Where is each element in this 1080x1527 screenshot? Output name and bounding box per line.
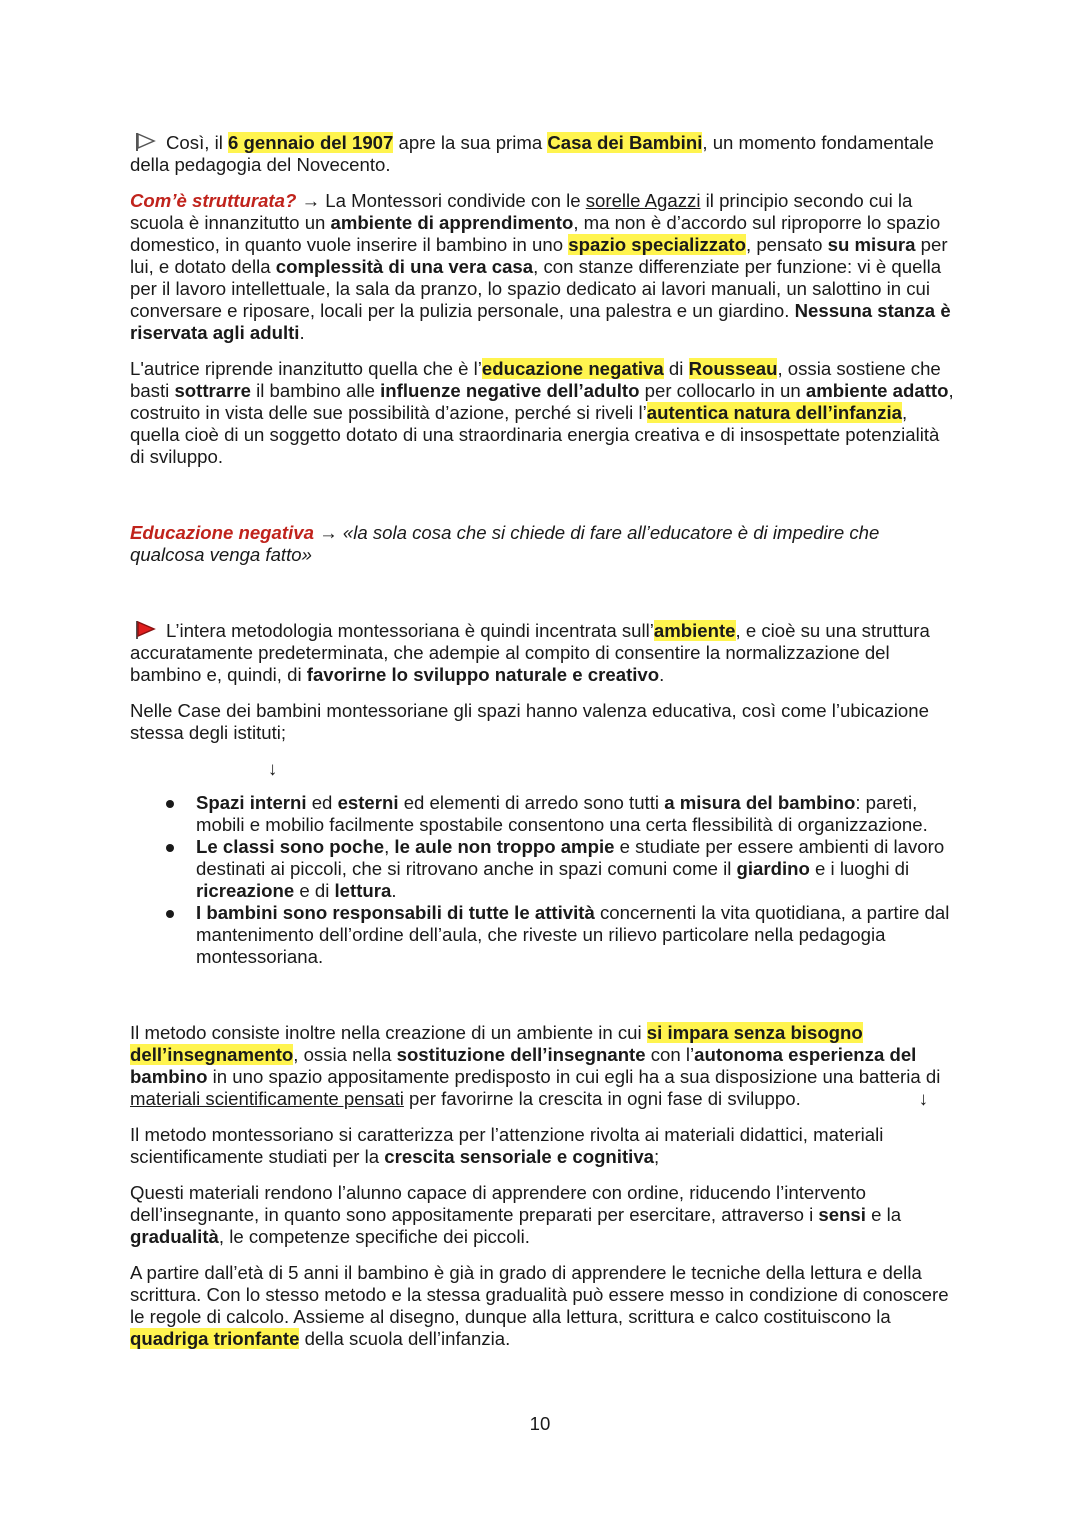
text-run: Rousseau xyxy=(688,358,778,379)
text-run: ; xyxy=(654,1146,660,1167)
text-run: A partire dall’età di 5 anni il bambino è già in grado di apprendere le tecniche della lettura e della scrittura. Con lo stesso metodo e la stessa gradualità può essere messo in condizione di conoscere le regole di calcolo. Assieme al disegno, dunque alla lettura, scrittura e calco costituiscono la xyxy=(130,1262,949,1327)
text-run: Il metodo montessoriano si caratterizza per l’attenzione rivolta ai materiali didattici, materiali scientificamente studiati per la xyxy=(130,1124,884,1167)
spacer xyxy=(130,482,955,522)
text-run: autonoma esperienza del bambino xyxy=(130,1044,917,1087)
text-run: Le classi sono poche xyxy=(196,836,385,857)
text-run: . xyxy=(659,664,665,685)
text-run: favorirne lo sviluppo naturale e creativo xyxy=(306,664,660,685)
spacer xyxy=(130,982,955,1022)
down-arrow xyxy=(130,758,955,780)
down-arrow: ↓ xyxy=(918,1088,929,1109)
text-run: gradualità xyxy=(130,1226,219,1247)
text-run: ricreazione xyxy=(196,880,295,901)
text-run: ed elementi di arredo sono tutti xyxy=(398,792,665,813)
text-run: per lui, e dotato della xyxy=(130,234,948,277)
text-run: , e cioè su una struttura accuratamente predeterminata, che adempie al compito di consentire la normalizzazione del bambino e, quindi, di xyxy=(130,620,930,685)
text-run: sensi xyxy=(818,1204,866,1225)
bullet-list xyxy=(130,792,955,968)
text-run: autentica natura dell’infanzia xyxy=(646,402,902,423)
p-metodologia xyxy=(130,620,955,686)
text-run: ambiente di apprendimento xyxy=(330,212,574,233)
text-run: e i luoghi di xyxy=(809,858,910,879)
text-run: sottrarre xyxy=(174,380,251,401)
text-run: Spazi interni xyxy=(196,792,307,813)
text-run: , le competenze specifiche dei piccoli. xyxy=(218,1226,530,1247)
text-run: complessità di una vera casa xyxy=(275,256,534,277)
paragraphs-bottom xyxy=(130,982,955,1350)
text-run: ambiente xyxy=(653,620,736,641)
p-struttura xyxy=(130,190,955,344)
text-run: con l’ xyxy=(645,1044,695,1065)
text-run: Questi materiali rendono l’alunno capace di apprendere con ordine, riducendo l’intervento dell’insegnante, in quanto sono appositamente preparati per esercitare, attraverso i xyxy=(130,1182,866,1225)
p-intro xyxy=(130,132,955,176)
text-run: della scuola dell’infanzia. xyxy=(299,1328,511,1349)
text-run: , un momento fondamentale della pedagogia del Novecento. xyxy=(130,132,934,175)
list-item xyxy=(130,902,955,968)
text-run: giardino xyxy=(736,858,810,879)
p-eta xyxy=(130,1262,955,1350)
text-run: esterni xyxy=(337,792,399,813)
text-run: I bambini sono responsabili di tutte le attività xyxy=(196,902,595,923)
text-run: , xyxy=(384,836,395,857)
text-run: lettura xyxy=(334,880,392,901)
p-metodo xyxy=(130,1022,955,1110)
text-run: di xyxy=(663,358,689,379)
list-item xyxy=(130,836,955,902)
text-run: , ossia sostiene che basti xyxy=(130,358,941,401)
text-run: L'autrice riprende inanzitutto quella che è l’ xyxy=(130,358,482,379)
text-run: 6 gennaio del 1907 xyxy=(228,132,394,153)
text-run: si impara senza bisogno dell’insegnamento xyxy=(130,1022,863,1065)
list-item xyxy=(130,792,955,836)
text-run: a misura del bambino xyxy=(664,792,856,813)
text-run: → xyxy=(296,190,326,211)
text-run: La Montessori condivide con le xyxy=(325,190,586,211)
text-run: crescita sensoriale e cognitiva xyxy=(384,1146,654,1167)
text-run: Così, il xyxy=(166,132,228,153)
text-run: «la sola cosa che si chiede di fare all’educatore è di impedire che qualcosa venga fatto» xyxy=(130,522,880,565)
document-page xyxy=(130,132,955,1364)
text-run: educazione negativa xyxy=(481,358,664,379)
p-rousseau xyxy=(130,358,955,468)
text-run: Nessuna stanza è riservata agli adulti xyxy=(130,300,951,343)
text-run: su misura xyxy=(827,234,916,255)
text-run: Il metodo consiste inoltre nella creazione di un ambiente in cui xyxy=(130,1022,647,1043)
text-run: e di xyxy=(294,880,335,901)
p-materiali xyxy=(130,1124,955,1168)
text-run: sostituzione dell’insegnante xyxy=(396,1044,646,1065)
paragraphs-top xyxy=(130,132,955,744)
arrow-glyph: ↓ xyxy=(268,758,278,779)
text-run: , ossia nella xyxy=(293,1044,397,1065)
text-run: quadriga trionfante xyxy=(130,1328,300,1349)
text-run: ambiente adatto xyxy=(805,380,949,401)
text-run: , con stanze differenziate per funzione: vi è quella per il lavoro intellettuale, la sala da pranzo, lo spazio dedicato ai lavori manuali, un salottino in cui conversare e riposare, locali per la pulizia personale, una palestra e un giardino. xyxy=(130,256,942,321)
text-run: per favorirne la crescita in ogni fase di sviluppo. xyxy=(403,1088,801,1109)
text-run: spazio specializzato xyxy=(568,234,746,255)
text-run: : pareti, mobili e mobilio facilmente spostabile consentono una certa flessibilità di organizzazione. xyxy=(196,792,928,835)
text-run: ed xyxy=(306,792,338,813)
text-run: il bambino alle xyxy=(250,380,381,401)
text-run: → xyxy=(313,522,343,543)
text-run: . xyxy=(299,322,305,343)
p-edneg xyxy=(130,522,955,566)
text-run: L’intera metodologia montessoriana è quindi incentrata sull’ xyxy=(166,620,654,641)
text-run: , costruito in vista delle sue possibilità d’azione, perché si riveli l’ xyxy=(130,380,954,423)
text-run: le aule non troppo ampie xyxy=(394,836,615,857)
p-ordine xyxy=(130,1182,955,1248)
red-flag-icon xyxy=(134,620,156,640)
page-number: 10 xyxy=(529,1413,551,1434)
p-case xyxy=(130,700,955,744)
text-run: . xyxy=(391,880,397,901)
text-run: , pensato xyxy=(745,234,828,255)
text-run: e studiate per essere ambienti di lavoro destinati ai piccoli, che si ritrovano anche in spazi comuni come il xyxy=(196,836,945,879)
text-run: Educazione negativa xyxy=(130,522,314,543)
text-run: sorelle Agazzi xyxy=(585,190,701,211)
text-run: in uno spazio appositamente predisposto in cui egli ha a sua disposizione una batteria di xyxy=(207,1066,941,1087)
text-run: materiali scientificamente pensati xyxy=(130,1088,404,1109)
text-run: Casa dei Bambini xyxy=(547,132,703,153)
text-run: influenze negative dell’adulto xyxy=(380,380,640,401)
text-run: e la xyxy=(865,1204,902,1225)
text-run: , quella cioè di un soggetto dotato di una straordinaria energia creativa e di insospettate potenzialità di sviluppo. xyxy=(130,402,940,467)
text-run: concernenti la vita quotidiana, a partire dal mantenimento dell’ordine dell’aula, che riveste un rilievo particolare nella pedagogia montessoriana. xyxy=(196,902,950,967)
flag-outline-icon xyxy=(134,132,156,152)
spacer xyxy=(130,580,955,620)
text-run: Nelle Case dei bambini montessoriane gli spazi hanno valenza educativa, così come l’ubicazione stessa degli istituti; xyxy=(130,700,929,743)
text-run: il principio secondo cui la scuola è innanzitutto un xyxy=(130,190,913,233)
text-run: Com’è strutturata? xyxy=(130,190,297,211)
text-run: per collocarlo in un xyxy=(639,380,806,401)
text-run: , ma non è d’accordo sul riproporre lo spazio domestico, in quanto vuole inserire il bambino in uno xyxy=(130,212,941,255)
text-run: apre la sua prima xyxy=(393,132,548,153)
